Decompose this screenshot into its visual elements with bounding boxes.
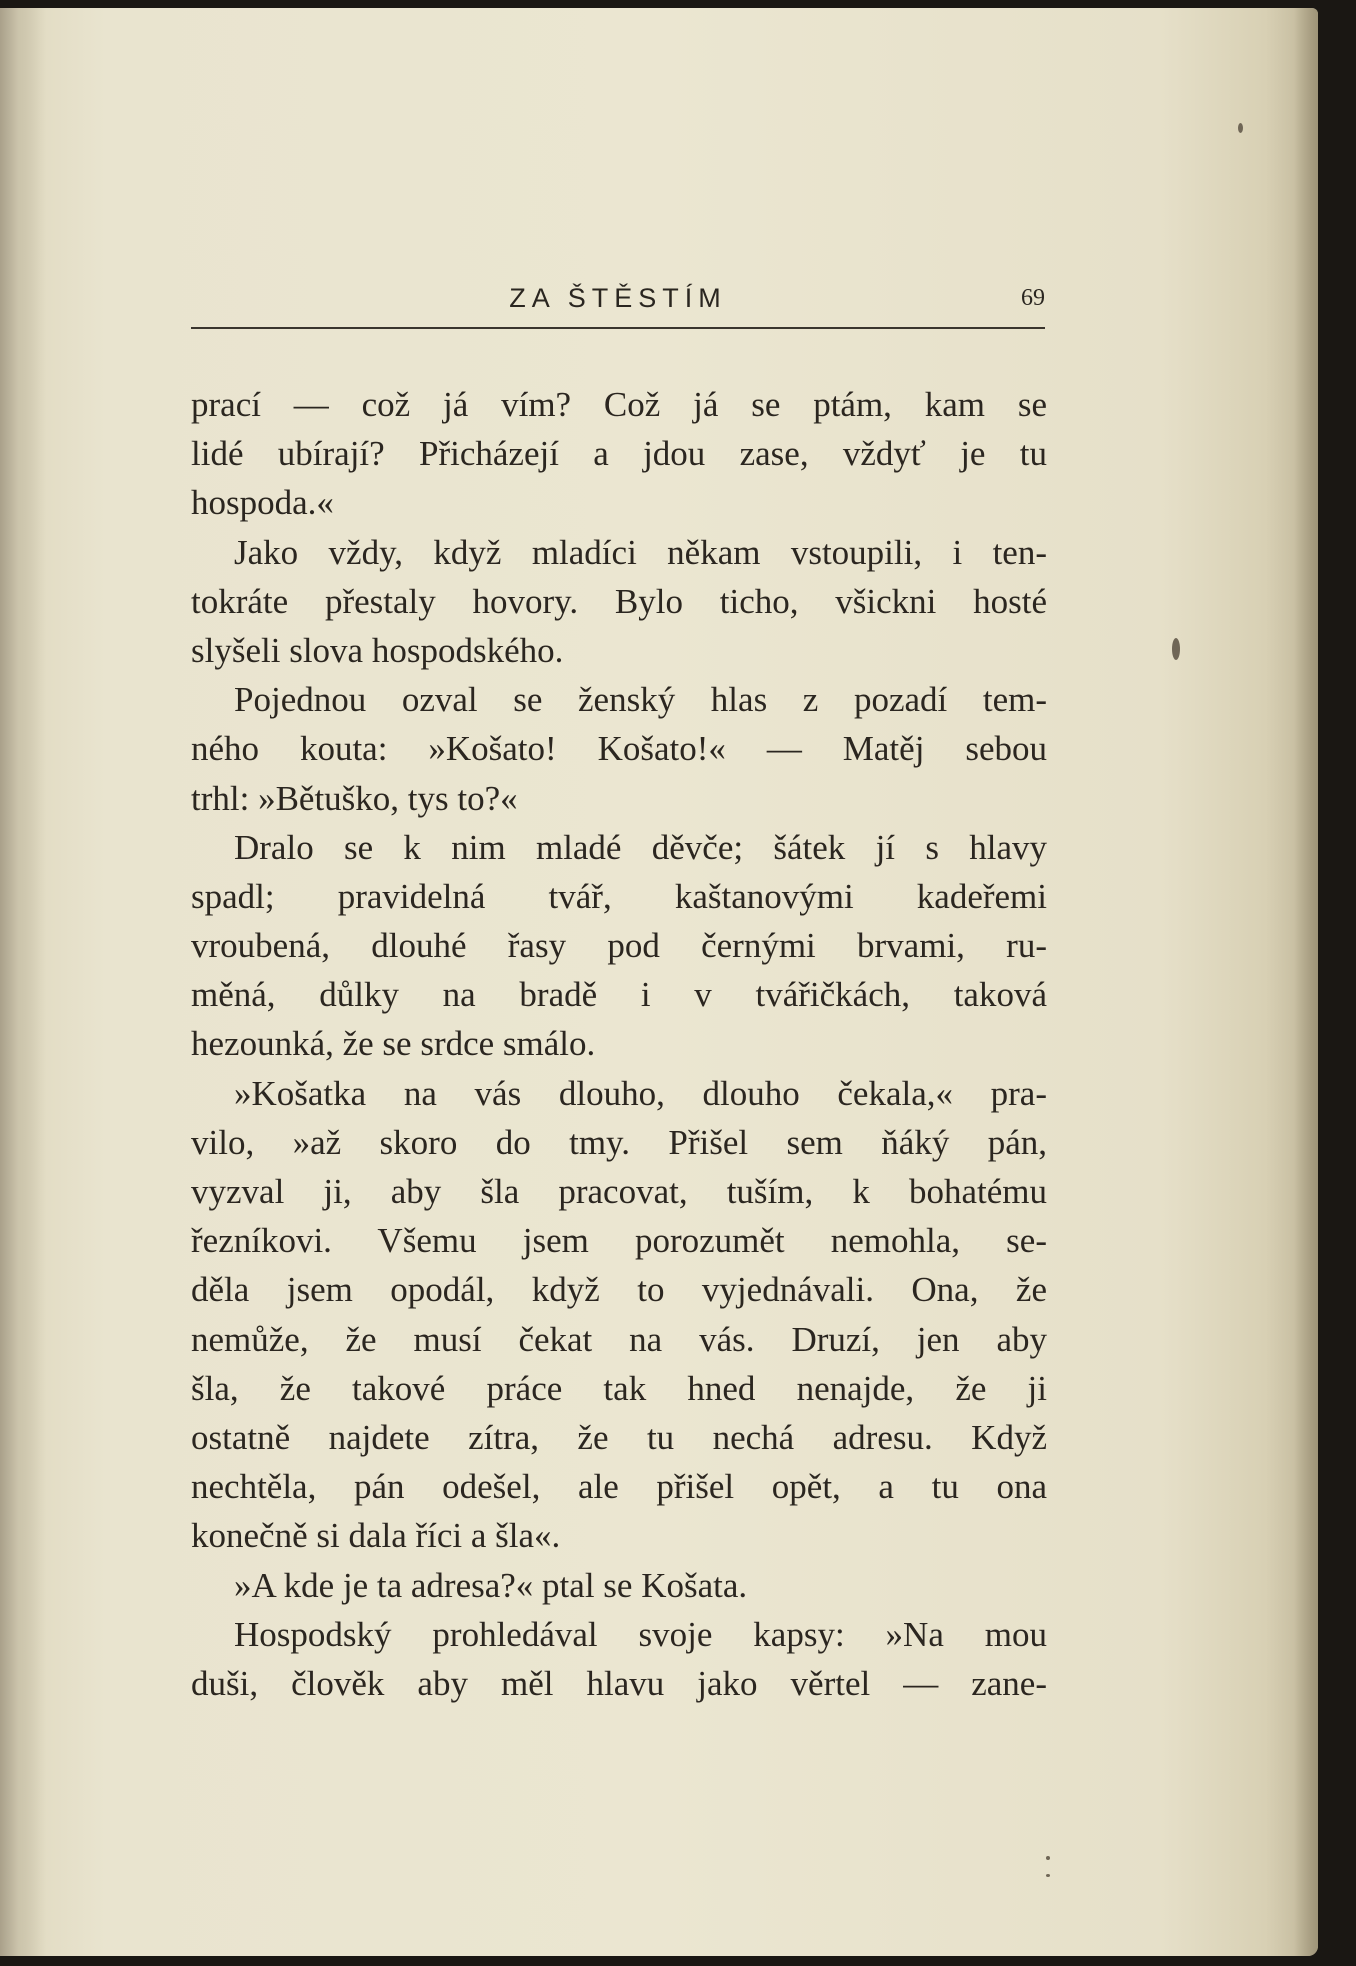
text-line: prací — což já vím? Což já se ptám, kam se [191,385,1047,424]
text-line: nemůže, že musí čekat na vás. Druzí, jen aby [191,1319,1047,1359]
text-line: tokráte přestaly hovory. Bylo ticho, všickni hosté [191,581,1047,621]
text-line: hospoda.« [191,483,334,523]
text-line: ného kouta: »Košato! Košato!« — Matěj sebou [191,729,1047,769]
page-number: 69 [1021,285,1045,311]
paper-speck [1046,1856,1050,1860]
text-line: Jako vždy, když mladíci někam vstoupili, i ten- [234,532,1047,572]
text-line: vilo, »až skoro do tmy. Přišel sem ňáký pán, [191,1122,1047,1162]
running-title: ZA ŠTĚSTÍM [509,283,727,313]
text-line: vroubená, dlouhé řasy pod černými brvami, ru- [191,926,1047,966]
text-line: Pojednou ozval se ženský hlas z pozadí tem- [234,680,1047,720]
text-line: konečně si dala říci a šla«. [191,1516,561,1556]
page-header [191,283,1045,329]
text-line: slyšeli slova hospodského. [191,630,564,670]
text-line: Hospodský prohledával svoje kapsy: »Na mou [234,1614,1047,1654]
text-line: »Košatka na vás dlouho, dlouho čekala,« pra- [234,1073,1047,1113]
text-line: děla jsem opodál, když to vyjednávali. Ona, že [191,1270,1047,1310]
text-line: spadl; pravidelná tvář, kaštanovými kadeřemi [191,876,1047,916]
text-line: ostatně najdete zítra, že tu nechá adresu. Když [191,1417,1047,1457]
text-line: šla, že takové práce tak hned nenajde, že ji [191,1368,1047,1408]
body-text [191,380,1047,1708]
text-line: vyzval ji, aby šla pracovat, tuším, k bohatému [191,1172,1047,1211]
text-line: měná, důlky na bradě i v tvářičkách, taková [191,975,1047,1015]
page-gutter-shadow [0,8,46,1956]
paper-speck [1046,1874,1050,1877]
page-edge-shadow [1294,8,1318,1956]
paper-speck [1172,638,1180,660]
text-line: nechtěla, pán odešel, ale přišel opět, a tu ona [191,1467,1047,1507]
text-line: »A kde je ta adresa?« ptal se Košata. [234,1565,748,1605]
text-line: řezníkovi. Všemu jsem porozumět nemohla, se- [191,1221,1047,1261]
text-line: trhl: »Bětuško, tys to?« [191,778,518,818]
text-line: duši, člověk aby měl hlavu jako věrtel — zane- [191,1663,1047,1703]
book-page [0,8,1318,1956]
text-line: Dralo se k nim mladé děvče; šátek jí s hlavy [234,827,1047,867]
text-line: hezounká, že se srdce smálo. [191,1024,596,1064]
paper-speck [1238,123,1243,133]
text-line: lidé ubírají? Přicházejí a jdou zase, vždyť je tu [191,434,1047,474]
